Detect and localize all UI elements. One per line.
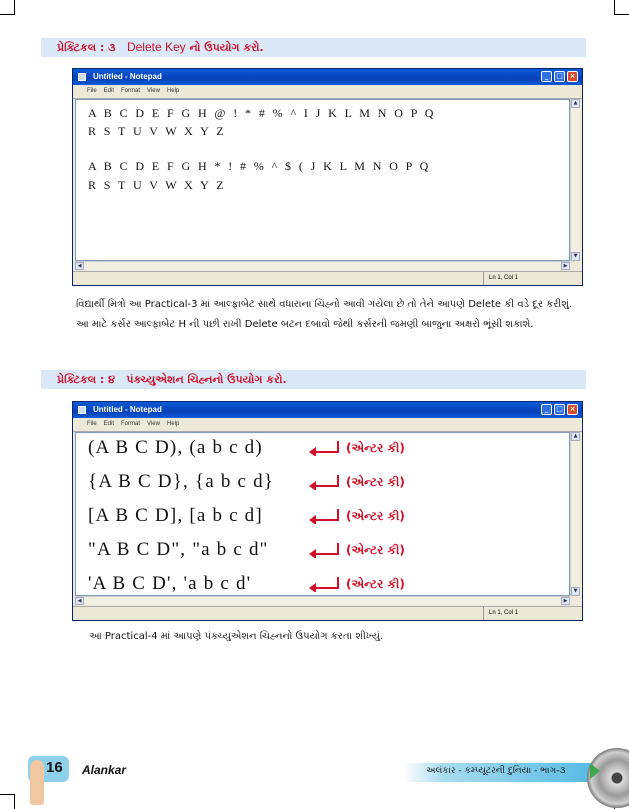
notepad-window-2 xyxy=(72,401,583,621)
practical4-banner-suffix: પંક્ચ્યુએશન ચિહ્નનો ઉપયોગ કરો. xyxy=(126,373,287,386)
minimize-button[interactable]: _ xyxy=(541,404,552,415)
horizontal-scrollbar[interactable] xyxy=(75,261,570,270)
punctuation-line: (A B C D), (a b c d) xyxy=(88,437,263,458)
status-bar xyxy=(73,606,582,620)
practical3-banner-suffix: નો ઉપયોગ કરો. xyxy=(189,41,264,54)
publisher-logo: Alankar xyxy=(82,763,127,777)
menu-bar xyxy=(73,418,582,432)
menu-edit[interactable]: Edit xyxy=(103,88,115,94)
crop-mark-top-left xyxy=(0,0,15,15)
punctuation-line: 'A B C D', 'a b c d' xyxy=(88,573,252,594)
cursor-position: Ln 1, Col 1 xyxy=(483,607,518,620)
enter-key-label: (એન્ટર કી) xyxy=(346,508,405,523)
menu-bar xyxy=(73,85,582,99)
crop-mark-top-right xyxy=(614,0,629,15)
scroll-down-icon[interactable]: ▼ xyxy=(571,252,580,261)
scroll-left-icon[interactable]: ◀ xyxy=(75,597,84,605)
editor-line: R S T U V W X Y Z xyxy=(88,124,226,138)
enter-arrow-icon xyxy=(308,440,340,456)
notepad-titlebar[interactable] xyxy=(73,402,582,418)
enter-key-note xyxy=(308,440,405,456)
menu-help[interactable]: Help xyxy=(166,421,180,427)
enter-key-label: (એન્ટર કી) xyxy=(346,440,405,455)
green-arrow-icon xyxy=(590,763,600,779)
punctuation-line: {A B C D}, {a b c d} xyxy=(88,471,275,492)
status-bar xyxy=(73,271,582,285)
menu-help[interactable]: Help xyxy=(166,88,180,94)
menu-view[interactable]: View xyxy=(147,421,160,427)
enter-arrow-icon xyxy=(308,474,340,490)
scroll-right-icon[interactable]: ▶ xyxy=(561,597,570,605)
maximize-button[interactable]: □ xyxy=(554,71,565,82)
enter-arrow-icon xyxy=(308,576,340,592)
close-button[interactable]: × xyxy=(567,404,578,415)
menu-format[interactable]: Format xyxy=(121,421,141,427)
hand-icon xyxy=(30,760,44,805)
practical3-banner-prefix: પ્રેક્ટિકલ : ૩ xyxy=(57,41,116,54)
notepad-title: Untitled - Notepad xyxy=(93,72,162,81)
close-button[interactable]: × xyxy=(567,71,578,82)
cursor-position: Ln 1, Col 1 xyxy=(483,272,518,285)
practical3-banner xyxy=(41,38,586,57)
enter-arrow-icon xyxy=(308,542,340,558)
maximize-button[interactable]: □ xyxy=(554,404,565,415)
practical4-description: આ Practical-4 માં આપણે પંક્ચ્યુએશન ચિહ્નનો ઉપયોગ કરતા શીખ્યું. xyxy=(89,631,384,642)
editor-line: A B C D E F G H * ! # % ^ $ ( J K L M N O P Q xyxy=(88,159,431,173)
enter-key-note xyxy=(308,542,405,558)
enter-key-note xyxy=(308,474,405,490)
enter-key-note xyxy=(308,576,405,592)
enter-key-label: (એન્ટર કી) xyxy=(346,474,405,489)
editor-line: A B C D E F G H @ ! * # % ^ I J K L M N O P Q xyxy=(88,106,436,120)
menu-format[interactable]: Format xyxy=(121,88,141,94)
crop-mark-bottom-left xyxy=(0,794,15,809)
enter-key-note xyxy=(308,508,405,524)
enter-key-label: (એન્ટર કી) xyxy=(346,542,405,557)
minimize-button[interactable]: _ xyxy=(541,71,552,82)
vertical-scrollbar[interactable] xyxy=(570,99,580,261)
punctuation-line: "A B C D", "a b c d" xyxy=(88,539,269,560)
menu-file[interactable]: File xyxy=(87,88,97,94)
series-title: અલંકાર - કમ્પ્યૂટરની દુનિયા - ભાગ-૩ xyxy=(426,766,566,776)
page-number: 16 xyxy=(46,759,63,776)
scroll-right-icon[interactable]: ▶ xyxy=(561,262,570,270)
notepad-app-icon xyxy=(78,406,86,414)
practical4-banner xyxy=(41,370,586,389)
menu-edit[interactable]: Edit xyxy=(103,421,115,427)
notepad-titlebar[interactable] xyxy=(73,69,582,85)
series-bar xyxy=(404,763,597,782)
scroll-up-icon[interactable]: ▲ xyxy=(571,99,580,108)
enter-key-label: (એન્ટર કી) xyxy=(346,576,405,591)
menu-view[interactable]: View xyxy=(147,88,160,94)
practical3-banner-english: Delete Key xyxy=(126,40,186,54)
horizontal-scrollbar[interactable] xyxy=(75,596,570,605)
enter-arrow-icon xyxy=(308,508,340,524)
text-editor-area[interactable] xyxy=(75,432,570,596)
notepad-app-icon xyxy=(78,73,86,81)
text-editor-area[interactable] xyxy=(75,99,570,261)
practical4-banner-prefix: પ્રેક્ટિકલ : ૪ xyxy=(57,373,115,386)
menu-file[interactable]: File xyxy=(87,421,97,427)
notepad-title: Untitled - Notepad xyxy=(93,405,162,414)
vertical-scrollbar[interactable] xyxy=(570,432,580,596)
practical3-description: વિદ્યાર્થી મિત્રો આ Practical-3 માં આલ્ફાબેટ સાથે વધારાના ચિહ્નો આવી ગયેલા છે તો તેને આપણે Delete કી વડે દૂર કરીશું. આ માટે કર્સર આલ્ફાબેટ H ની પછી રાખી Delete બટન દબાવો જેથી કર્સરની જમણી બાજુના અક્ષરો ભૂંસી શકાશે. xyxy=(76,299,573,330)
punctuation-line: [A B C D], [a b c d] xyxy=(88,505,263,526)
scroll-left-icon[interactable]: ◀ xyxy=(75,262,84,270)
scroll-down-icon[interactable]: ▼ xyxy=(571,587,580,596)
editor-line: R S T U V W X Y Z xyxy=(88,178,226,192)
scroll-up-icon[interactable]: ▲ xyxy=(571,432,580,441)
notepad-window-1 xyxy=(72,68,583,286)
